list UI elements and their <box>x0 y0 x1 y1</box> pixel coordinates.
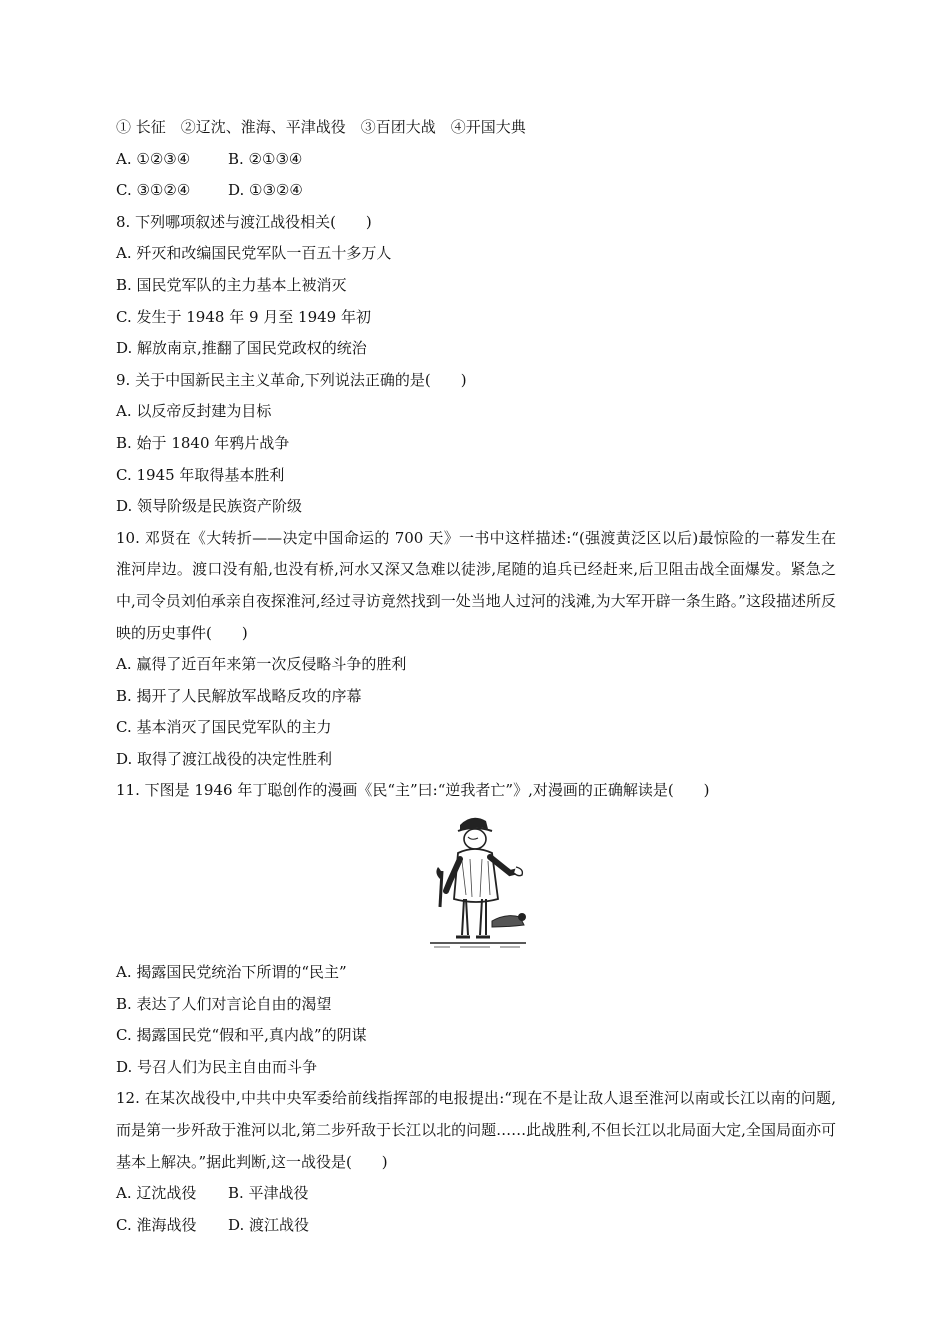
q12-option-d: D. 渡江战役 <box>228 1215 310 1234</box>
q11-option-d: D. 号召人们为民主自由而斗争 <box>116 1057 318 1076</box>
q11-option-c: C. 揭露国民党“假和平,真内战”的阴谋 <box>116 1026 367 1045</box>
q9-option-c: C. 1945 年取得基本胜利 <box>116 465 285 484</box>
q9-option-d: D. 领导阶级是民族资产阶级 <box>116 497 303 516</box>
q12-option-b: B. 平津战役 <box>228 1184 309 1203</box>
q7-option-c: C. ③①②④ <box>116 181 191 200</box>
q8-option-c: C. 发生于 1948 年 9 月至 1949 年初 <box>116 307 371 326</box>
q8-option-d: D. 解放南京,推翻了国民党政权的统治 <box>116 339 367 358</box>
q12-stem: 12. 在某次战役中,中共中央军委给前线指挥部的电报提出:“现在不是让敌人退至淮河以南或长江以南的问题,而是第一步歼敌于淮河以北,第二步歼敌于长江以北的问题……此战胜利,不但长江以北局面大定,全国局面亦可基本上解决。”据此判断,这一战役是( ) <box>116 1089 836 1171</box>
q10-option-c: C. 基本消灭了国民党军队的主力 <box>116 718 332 737</box>
q9-option-b: B. 始于 1840 年鸦片战争 <box>116 433 290 452</box>
q7-option-row <box>116 144 836 176</box>
q7-option-row <box>116 175 836 207</box>
q7-events: ① 长征 ②辽沈、淮海、平津战役 ③百团大战 ④开国大典 <box>116 118 526 136</box>
q8-stem: 8. 下列哪项叙述与渡江战役相关( ) <box>116 212 372 231</box>
q7-option-d: D. ①③②④ <box>228 181 303 200</box>
q11-stem: 11. 下图是 1946 年丁聪创作的漫画《民“主”曰:“逆我者亡”》,对漫画的正确解读是( ) <box>116 781 710 800</box>
q7-option-b: B. ②①③④ <box>228 149 303 168</box>
q10-stem: 10. 邓贤在《大转折——决定中国命运的 700 天》一书中这样描述:“(强渡黄泛区以后)最惊险的一幕发生在淮河岸边。渡口没有船,也没有桥,河水又深又急难以徒涉,尾随的追兵已经赶来,后卫阻击战全面爆发。紧急之中,司令员刘伯承亲自夜探淮河,经过寻访竟然找到一处当地人过河的浅滩,为大军开辟一条生路。”这段描述所反映的历史事件( ) <box>116 528 836 642</box>
q10-option-d: D. 取得了渡江战役的决定性胜利 <box>116 749 333 768</box>
q12-option-row <box>116 1210 836 1242</box>
q8-option-a: A. 歼灭和改编国民党军队一百五十多万人 <box>116 244 392 263</box>
exam-page <box>116 112 836 1241</box>
cartoon-illustration <box>420 811 530 951</box>
q7-option-a: A. ①②③④ <box>116 149 191 168</box>
q9-stem: 9. 关于中国新民主主义革命,下列说法正确的是( ) <box>116 370 467 389</box>
q10-option-b: B. 揭开了人民解放军战略反攻的序幕 <box>116 686 362 705</box>
q11-option-a: A. 揭露国民党统治下所谓的“民主” <box>116 963 347 982</box>
q12-option-a: A. 辽沈战役 <box>116 1184 197 1203</box>
q11-option-b: B. 表达了人们对言论自由的渴望 <box>116 994 332 1013</box>
q12-option-row <box>116 1178 836 1210</box>
q9-option-a: A. 以反帝反封建为目标 <box>116 402 272 421</box>
q10-option-a: A. 赢得了近百年来第一次反侵略斗争的胜利 <box>116 655 407 674</box>
q8-option-b: B. 国民党军队的主力基本上被消灭 <box>116 275 347 294</box>
cartoon-figure <box>116 807 836 957</box>
q12-option-c: C. 淮海战役 <box>116 1215 197 1234</box>
